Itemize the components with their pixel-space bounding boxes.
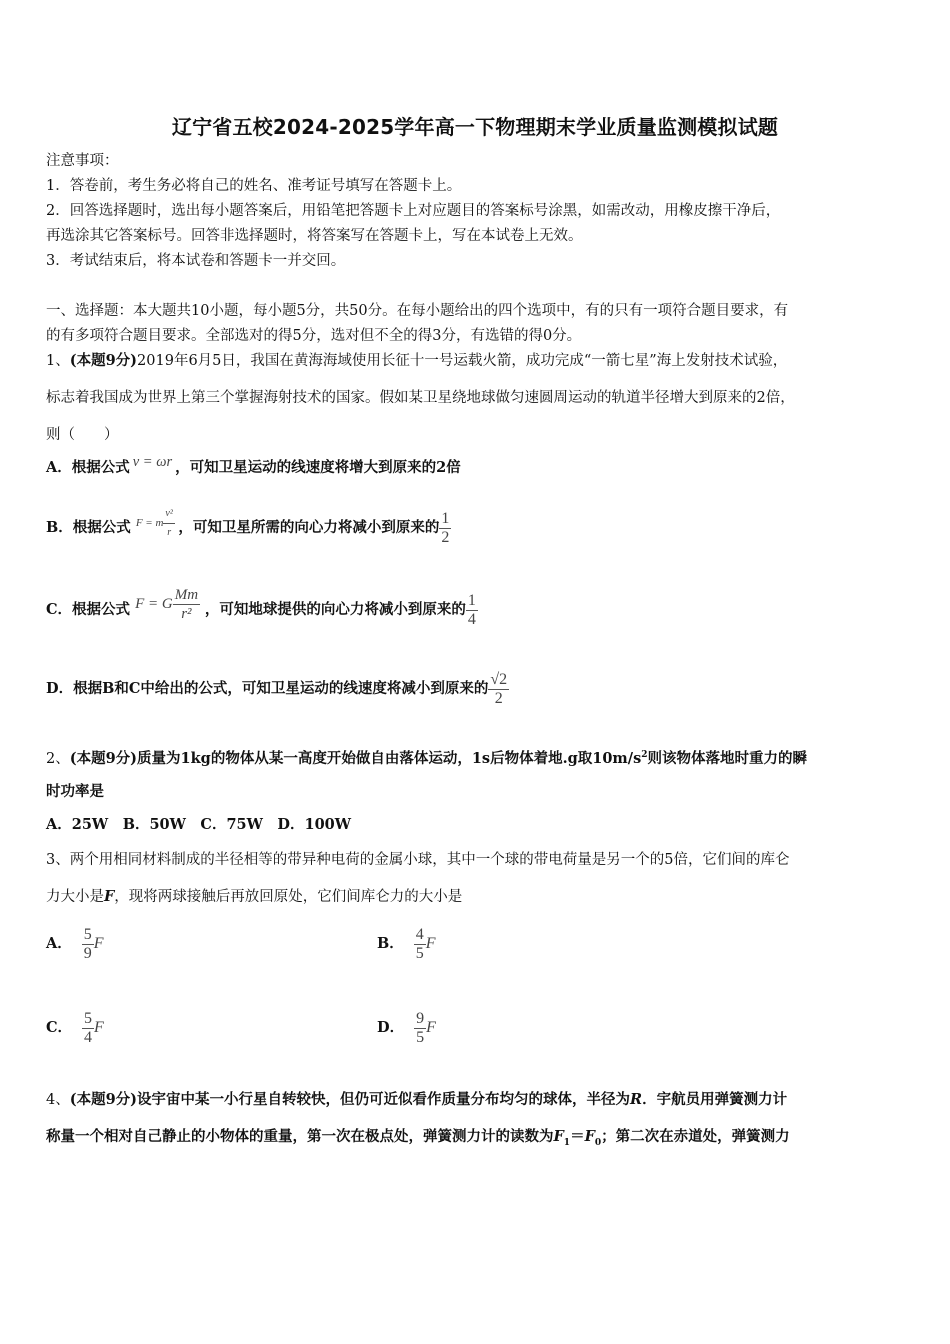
q3-option-b <box>377 920 436 968</box>
page-title: 辽宁省五校2024-2025学年高一下物理期末学业质量监测模拟试题 <box>171 115 779 139</box>
q3-d-F: F <box>426 1019 436 1036</box>
q3-b-F: F <box>425 935 436 952</box>
q3-d-den: 5 <box>416 1028 425 1046</box>
q1-option-c <box>46 583 478 636</box>
q3-line2 <box>46 887 462 907</box>
q3-option-c <box>46 1004 104 1052</box>
notice-item-1: 1．答卷前，考生务必将自己的姓名、准考证号填写在答题卡上。 <box>46 178 462 194</box>
q1-c-frac-den: 4 <box>467 610 476 628</box>
q1-line3: 则（ ） <box>46 427 119 443</box>
notice-heading: 注意事项： <box>46 153 119 169</box>
q1-number: 1、 <box>46 353 70 369</box>
q3-b-label: B． <box>377 935 404 952</box>
q4-f1-sub: 1 <box>563 1137 571 1148</box>
q1-line2: 标志着我国成为世界上第三个掌握海射技术的国家。假如某卫星绕地球做匀速圆周运动的轨道半径增大到原来的2倍， <box>46 390 795 406</box>
q2-text-1-tail: 则该物体落地时重力的瞬 <box>647 749 808 767</box>
q2-tag: (本题9分) <box>69 749 138 767</box>
q4-text-1: 设宇宙中某一小行星自转较快，但仍可近似看作质量分布均匀的球体，半径为 <box>137 1091 631 1108</box>
q4-text-2-tail: ；第二次在赤道处，弹簧测力 <box>601 1128 790 1145</box>
q4-line2 <box>46 1127 790 1153</box>
q1-option-d <box>46 664 509 714</box>
q1-b-formula-lhs: F = m <box>135 517 164 529</box>
q3-d-num: 9 <box>416 1009 425 1027</box>
q1-c-frac-num: 1 <box>467 591 476 609</box>
q3-text-2-pre: 力大小是 <box>46 889 104 905</box>
q1-line1 <box>46 351 787 371</box>
q1-c-formula-lhs: F = G <box>135 596 173 612</box>
q4-text-2-pre: 称量一个相对自己静止的小物体的重量，第一次在极点处，弹簧测力计的读数为 <box>46 1128 554 1145</box>
q3-a-num: 5 <box>83 925 92 943</box>
q2-sup: 2 <box>641 750 648 760</box>
q1-b-formula-num: v² <box>165 507 173 519</box>
notice-item-2a: 2．回答选择题时，选出每小题答案后，用铅笔把答题卡上对应题目的答案标号涂黑，如需改动，用橡皮擦干净后， <box>46 203 781 219</box>
q1-c-suffix: ，可知地球提供的向心力将减小到原来的 <box>204 601 466 618</box>
q1-c-formula-den: r² <box>173 604 200 623</box>
q3-c-num: 5 <box>84 1009 93 1027</box>
q1-d-frac-num: √2 <box>490 670 508 688</box>
q3-c-F: F <box>94 1019 104 1036</box>
q1-option-b <box>46 505 451 552</box>
q3-b-den: 5 <box>415 944 424 962</box>
q4-f0-symbol: F <box>584 1128 595 1145</box>
q1-d-text: D．根据B和C中给出的公式，可知卫星运动的线速度将减小到原来的 <box>46 680 489 697</box>
q3-c-label: C． <box>46 1019 73 1036</box>
q2-line2: 时功率是 <box>46 783 104 800</box>
q3-text-2-post: ，现将两球接触后再放回原处，它们间库仑力的大小是 <box>114 889 463 905</box>
q1-b-formula-den: r <box>163 523 174 542</box>
q1-a-formula: v = ωr <box>132 454 173 470</box>
q4-line1 <box>46 1090 787 1110</box>
q1-text-1: 2019年6月5日，我国在黄海海域使用长征十一号运载火箭，成功完成“一箭七星”海上发射技术试验， <box>137 353 788 369</box>
q1-b-suffix: ，可知卫星所需的向心力将减小到原来的 <box>178 519 440 536</box>
q3-option-d <box>377 1004 436 1052</box>
q3-a-den: 9 <box>83 944 92 962</box>
q2-options: A．25W B．50W C．75W D．100W <box>46 816 352 833</box>
q3-b-num: 4 <box>415 925 424 943</box>
q1-d-frac-den: 2 <box>488 689 509 708</box>
q4-radius-symbol: R <box>630 1091 643 1108</box>
q4-number: 4、 <box>46 1092 70 1108</box>
q1-tag: (本题9分) <box>69 352 138 369</box>
q3-a-label: A． <box>46 935 72 952</box>
q1-option-a <box>46 454 461 478</box>
section-heading-line2: 的有多项符合题目要求。全部选对的得5分，选对但不全的得3分，有选错的得0分。 <box>46 328 582 344</box>
q2-line1 <box>46 745 807 769</box>
q1-b-prefix: B．根据公式 <box>46 519 131 536</box>
q4-f0-sub: 0 <box>594 1137 602 1148</box>
q3-c-den: 4 <box>84 1028 93 1046</box>
q1-a-prefix: A．根据公式 <box>46 459 130 476</box>
q3-d-label: D． <box>377 1019 405 1036</box>
q4-equals: ＝ <box>570 1128 585 1145</box>
notice-item-3: 3．考试结束后，将本试卷和答题卡一并交回。 <box>46 253 346 269</box>
q3-a-F: F <box>93 935 104 952</box>
q4-text-1-tail: ．宇航员用弹簧测力计 <box>642 1091 788 1108</box>
q1-c-formula-num: Mm <box>174 586 199 603</box>
q2-text-1: 质量为1kg的物体从某一高度开始做自由落体运动，1s后物体着地.g取10m/s <box>137 749 642 767</box>
q1-a-suffix: ，可知卫星运动的线速度将增大到原来的2倍 <box>175 459 461 476</box>
q4-f1-symbol: F <box>553 1128 564 1145</box>
q3-line1: 3、两个用相同材料制成的半径相等的带异种电荷的金属小球，其中一个球的带电荷量是另一个的5倍，它们间的库仑 <box>46 852 790 868</box>
q2-number: 2、 <box>46 750 70 767</box>
q3-force-symbol: F <box>104 888 115 905</box>
section-heading-line1: 一、选择题：本大题共10小题，每小题5分，共50分。在每小题给出的四个选项中，有的只有一项符合题目要求，有 <box>46 303 789 319</box>
q1-c-prefix: C．根据公式 <box>46 601 131 618</box>
notice-item-2b: 再选涂其它答案标号。回答非选择题时，将答案写在答题卡上，写在本试卷上无效。 <box>46 228 583 244</box>
q1-b-frac-num: 1 <box>441 509 450 527</box>
q3-option-a <box>46 920 104 968</box>
q1-b-frac-den: 2 <box>441 528 450 546</box>
q4-tag: (本题9分) <box>69 1091 138 1108</box>
